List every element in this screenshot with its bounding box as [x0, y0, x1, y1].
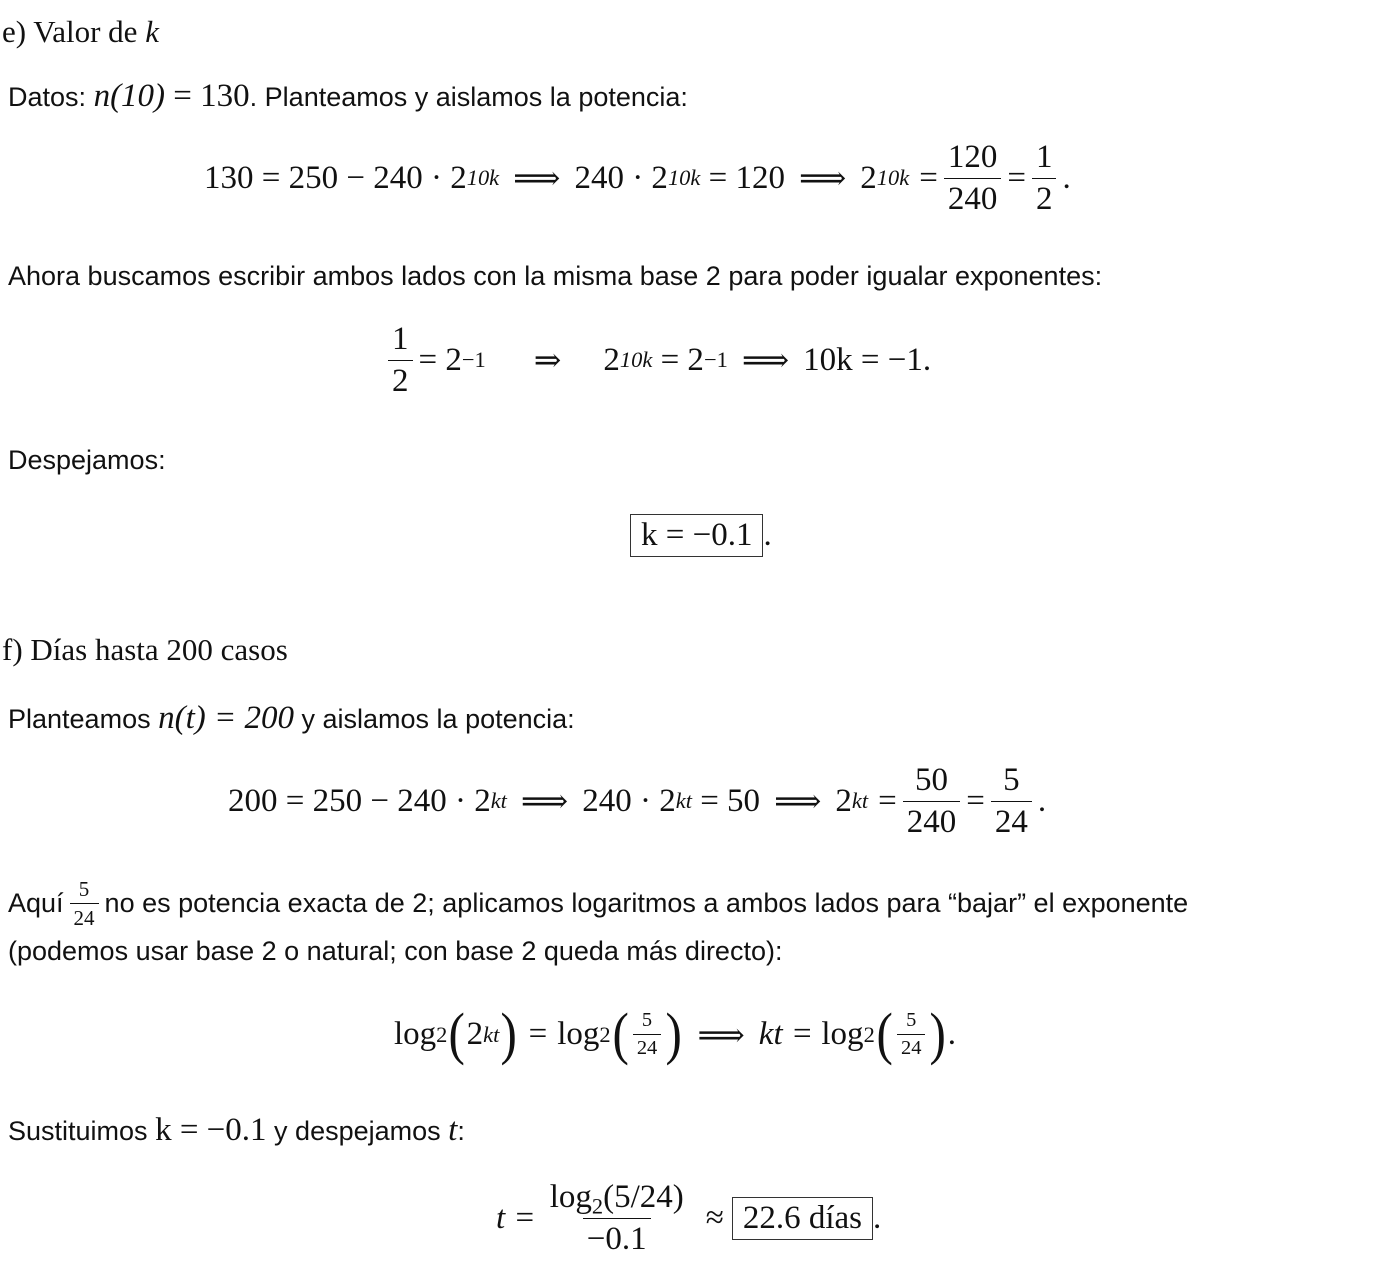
para3-math: k = −0.1	[155, 1112, 267, 1148]
para1-math: n(t) = 200	[158, 700, 295, 736]
fraction-5-24-small	[633, 1010, 661, 1060]
inner-base: 2	[466, 1016, 484, 1053]
section-e-heading	[2, 14, 159, 50]
paragraph-sustituimos	[8, 1112, 465, 1149]
frac-num: 5	[906, 1008, 917, 1031]
frac-num	[546, 1180, 688, 1218]
datos-paragraph	[8, 78, 688, 115]
paren-open: (	[612, 1003, 629, 1066]
eq-f1-part-c: 2	[835, 782, 852, 819]
datos-lhs: n(10)	[93, 78, 166, 114]
eq-sign: =	[528, 1016, 548, 1053]
eq-sign: =	[919, 159, 938, 196]
implies-arrow: ⟹	[741, 343, 790, 380]
equation-e2: $\frac{1}{2}$ = 2 −1 ⇒ 2 10k = 2 −1 ⟹ 10k = −1.	[382, 322, 931, 398]
paren-close: )	[665, 1003, 683, 1066]
datos-rhs: = 130	[173, 78, 250, 114]
log-base: 2	[591, 1193, 604, 1219]
simple-implies-arrow: ⇒	[533, 343, 562, 380]
result-k-box: k = −0.1	[630, 514, 763, 557]
frac-num: 50	[914, 762, 948, 798]
implies-arrow: ⟹	[774, 784, 822, 821]
implies-arrow: ⟹	[520, 784, 569, 821]
log-arg: (5/24)	[603, 1179, 684, 1215]
eq-end: .	[1037, 782, 1047, 819]
frac-den: 24	[633, 1034, 661, 1059]
frac-den: 24	[897, 1034, 925, 1059]
frac-num: 5	[641, 1008, 653, 1031]
frac-den: −0.1	[583, 1218, 651, 1257]
t-equals: t =	[496, 1199, 536, 1236]
frac-den: 240	[903, 801, 961, 840]
eq-e1-part-b: 240 · 2	[574, 159, 668, 196]
para3-var: t	[448, 1112, 458, 1148]
eq-e2-rhs1: = 2	[418, 341, 462, 378]
eq-e1-part-a: 130 = 250 − 240 · 2	[204, 159, 467, 196]
fraction-log-over-k	[546, 1180, 688, 1256]
paragraph-despejamos: Despejamos:	[8, 445, 166, 475]
eq-sign: =	[966, 782, 985, 819]
eq-e1-part-b2: = 120	[708, 159, 785, 196]
frac-den: 24	[70, 903, 99, 929]
fraction-5-24	[991, 763, 1032, 839]
frac-num: 5	[78, 877, 90, 901]
para3-prefix: Sustituimos	[8, 1116, 156, 1146]
datos-suffix: . Planteamos y aislamos la potencia:	[249, 82, 688, 112]
eq-f1-part-b: 240 · 2	[582, 782, 676, 819]
implies-arrow: ⟹	[798, 161, 847, 198]
fraction-5-24-small	[897, 1010, 925, 1060]
eq-e2-part-b: 2	[603, 341, 620, 378]
frac-den: 2	[388, 360, 413, 399]
equation-f3	[496, 1180, 881, 1256]
result-k	[630, 514, 772, 557]
eq-end: .	[947, 1016, 956, 1053]
paren-close: )	[500, 1003, 518, 1066]
log-text: log	[394, 1016, 437, 1053]
equation-f2: log 2 ( 2 kt ) = log 2 ( $\frac{5}{24}$ ) ⟹ kt = log 2 ( $\frac{5}{24}$ ) .	[394, 1003, 956, 1066]
para1-prefix: Planteamos	[8, 704, 159, 734]
para2-suffix: no es potencia exacta de 2; aplicamos logaritmos a ambos lados para “bajar” el exponente	[104, 888, 1189, 919]
result-k-end: .	[763, 517, 772, 553]
paragraph-aqui-line2: (podemos usar base 2 o natural; con base 2 queda más directo):	[8, 936, 783, 966]
log-text: log	[549, 1179, 592, 1215]
paren-open: (	[448, 1003, 466, 1066]
para3-end: :	[457, 1116, 465, 1146]
log-text: log	[557, 1016, 600, 1053]
para3-mid: y despejamos	[266, 1116, 449, 1146]
fraction-120-240	[944, 140, 1002, 216]
para2-prefix: Aquí	[8, 888, 64, 919]
equation-e1: 130 = 250 − 240 · 2 10k ⟹ 240 · 2 10k = 120 ⟹ 2 10k = $\frac{120}{240}$ = $\frac{1}{2}$ .	[204, 139, 1071, 217]
eq-e2-part-c: 10k = −1.	[803, 341, 932, 378]
eq-e2-part-b2: = 2	[660, 341, 704, 378]
eq-sign: =	[878, 782, 897, 819]
paren-open: (	[876, 1003, 893, 1066]
kt-text: kt =	[758, 1016, 814, 1053]
frac-num: 1	[1035, 139, 1053, 175]
eq-f1-part-a: 200 = 250 − 240 · 2	[228, 782, 491, 819]
eq-end: .	[873, 1199, 882, 1236]
implies-arrow: ⟹	[697, 1017, 745, 1054]
log-text: log	[821, 1016, 864, 1053]
paragraph-aqui	[8, 878, 1188, 929]
eq-sign: =	[1007, 159, 1026, 196]
para1-suffix: y aislamos la potencia:	[294, 704, 575, 734]
result-days-box: 22.6 días	[732, 1197, 873, 1240]
frac-num: 5	[1003, 762, 1020, 798]
heading-text: e) Valor de	[2, 14, 146, 49]
eq-end: .	[1062, 159, 1071, 196]
paren-close: )	[929, 1003, 947, 1066]
fraction-1-2	[1032, 140, 1057, 216]
datos-math	[94, 78, 250, 114]
frac-den: 24	[991, 801, 1032, 840]
fraction-5-24-inline	[70, 878, 99, 929]
implies-arrow: ⟹	[513, 161, 561, 198]
fraction-50-240	[903, 763, 961, 839]
eq-e1-part-c: 2	[860, 159, 877, 196]
heading-variable: k	[145, 14, 159, 49]
frac-num: 1	[392, 321, 409, 357]
frac-num: 120	[947, 139, 998, 175]
frac-den: 2	[1032, 178, 1057, 217]
paragraph-planteamos	[8, 700, 575, 737]
section-f-heading: f) Días hasta 200 casos	[2, 632, 288, 667]
fraction-1-2	[388, 322, 413, 398]
frac-den: 240	[944, 178, 1002, 217]
datos-label: Datos:	[8, 82, 87, 112]
equation-f1: 200 = 250 − 240 · 2 kt ⟹ 240 · 2 kt = 50 ⟹ 2 kt = $\frac{50}{240}$ = $\frac{5}{24}$ .	[228, 762, 1047, 840]
approx-sign: ≈	[705, 1199, 724, 1236]
eq-f1-part-b2: = 50	[700, 782, 761, 819]
paragraph-ahora: Ahora buscamos escribir ambos lados con la misma base 2 para poder igualar exponentes:	[8, 261, 1103, 291]
